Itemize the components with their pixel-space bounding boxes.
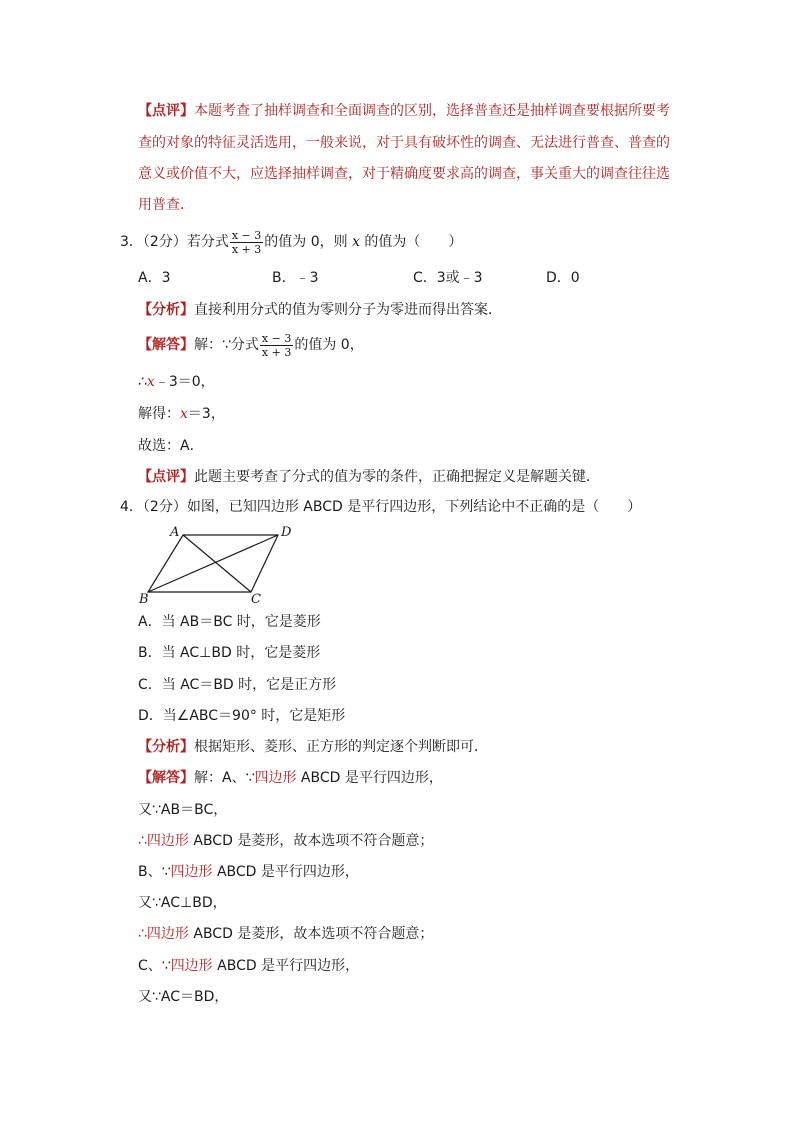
q3-review bbox=[138, 467, 600, 487]
vertex-label-a: A bbox=[170, 525, 180, 540]
q4-solution-line-3 bbox=[138, 831, 433, 851]
q3-solution-tag: 【解答】 bbox=[138, 337, 194, 353]
q3-option-d: D．0 bbox=[546, 270, 580, 286]
parallelogram-diagram bbox=[138, 525, 298, 607]
q3-option-b: B．﹣3 bbox=[272, 270, 319, 286]
review-line-3: 意义或价值不大，应选择抽样调查，对于精确度要求高的调查，事关重大的调查往往选 bbox=[138, 166, 670, 182]
q3-analysis bbox=[138, 300, 502, 320]
q3-solution-line-1 bbox=[138, 331, 364, 359]
q4-option-d: D．当∠ABC＝90° 时，它是矩形 bbox=[138, 708, 346, 724]
q3-solution-fraction-denominator: x + 3 bbox=[261, 345, 292, 359]
q3-solution-fraction-numerator: x − 3 bbox=[261, 331, 292, 345]
q3-solution-step-3: 故选：A． bbox=[138, 438, 204, 454]
q3-option-c: C．3或﹣3 bbox=[413, 270, 483, 286]
q4-solution-line-4 bbox=[138, 862, 359, 882]
q4-analysis-text: 根据矩形、菱形、正方形的判定逐个判断即可． bbox=[194, 739, 488, 755]
q3-stem-mid: 的值为 0，则 bbox=[264, 234, 353, 250]
q4-solution-line-5: 又∵AC⊥BD， bbox=[138, 895, 227, 911]
q3-step2-rest: ＝3， bbox=[187, 406, 225, 422]
q3-option-a: A．3 bbox=[138, 270, 171, 286]
q4-sol-l3-post: ABCD 是菱形，故本选项不符合题意； bbox=[188, 833, 434, 849]
q4-solution-line-6 bbox=[138, 924, 433, 944]
vertex-label-d: D bbox=[281, 525, 292, 540]
q4-sol-l7-post: ABCD 是平行四边形， bbox=[212, 958, 360, 974]
q3-variable: x bbox=[352, 234, 360, 250]
review-line-1 bbox=[138, 101, 670, 121]
q4-sol-l1-red: 四边形 bbox=[254, 770, 297, 786]
therefore-symbol: ∴ bbox=[138, 374, 147, 390]
review-tag: 【点评】 bbox=[138, 103, 194, 119]
q3-stem-prefix: 3．（2分）若分式 bbox=[120, 234, 229, 250]
q4-sol-l6-post: ABCD 是菱形，故本选项不符合题意； bbox=[188, 926, 434, 942]
q4-sol-l4-pre: B、∵ bbox=[138, 864, 171, 880]
q4-solution-line-7 bbox=[138, 956, 359, 976]
q4-option-a: A．当 AB＝BC 时，它是菱形 bbox=[138, 614, 321, 630]
parallelogram-figure bbox=[138, 525, 298, 607]
q4-stem: 4．（2分）如图，已知四边形 ABCD 是平行四边形，下列结论中不正确的是（ ） bbox=[120, 499, 642, 515]
diagonal-bd bbox=[148, 535, 278, 592]
diagonal-ac bbox=[183, 535, 251, 592]
q4-option-c: C．当 AC＝BD 时，它是正方形 bbox=[138, 677, 337, 693]
q3-solution-fraction bbox=[260, 332, 293, 359]
q4-analysis bbox=[138, 737, 488, 757]
q3-review-tag: 【点评】 bbox=[138, 469, 194, 485]
q3-solution-prefix: 解：∵分式 bbox=[194, 337, 259, 353]
q4-sol-l4-red: 四边形 bbox=[170, 864, 213, 880]
q4-solution-line-1 bbox=[138, 768, 443, 788]
q3-stem-suffix: 的值为（ ） bbox=[359, 234, 463, 250]
q4-sol-l6-red: ∴四边形 bbox=[138, 926, 189, 942]
q3-review-text: 此题主要考查了分式的值为零的条件，正确把握定义是解题关键． bbox=[194, 469, 600, 485]
q4-sol-l7-red: 四边形 bbox=[170, 958, 213, 974]
q4-sol-l1-pre: 解：A、∵ bbox=[194, 770, 255, 786]
q4-sol-l3-red: ∴四边形 bbox=[138, 833, 189, 849]
q3-fraction-denominator: x + 3 bbox=[231, 242, 262, 256]
vertex-label-b: B bbox=[139, 592, 149, 607]
q4-solution-line-2: 又∵AB＝BC， bbox=[138, 802, 228, 818]
review-line-2: 查的对象的特征灵活选用，一般来说，对于具有破坏性的调查、无法进行普查、普查的 bbox=[138, 135, 670, 151]
q3-fraction-numerator: x − 3 bbox=[231, 228, 262, 242]
q3-step2-variable: x bbox=[180, 406, 188, 422]
review-line-4: 用普查． bbox=[138, 197, 194, 213]
q3-solution-step-2 bbox=[138, 404, 225, 424]
q3-analysis-text: 直接利用分式的值为零则分子为零进而得出答案． bbox=[194, 302, 502, 318]
q3-solution-step-1 bbox=[138, 372, 215, 392]
q3-step1-variable: x bbox=[146, 374, 155, 390]
q3-solution-suffix: 的值为 0， bbox=[294, 337, 364, 353]
review-text: 本题考查了抽样调查和全面调查的区别，选择普查还是抽样调查要根据所要考 bbox=[194, 103, 670, 119]
q4-sol-l4-post: ABCD 是平行四边形， bbox=[212, 864, 359, 880]
q3-step1-rest: ﹣3＝0， bbox=[154, 374, 215, 390]
q3-stem bbox=[120, 228, 462, 256]
q4-analysis-tag: 【分析】 bbox=[138, 739, 194, 755]
q4-solution-tag: 【解答】 bbox=[138, 770, 194, 786]
q4-option-b: B．当 AC⊥BD 时，它是菱形 bbox=[138, 645, 321, 661]
q4-sol-l1-post: ABCD 是平行四边形， bbox=[296, 770, 443, 786]
q3-step2-label: 解得： bbox=[138, 406, 180, 422]
q3-fraction bbox=[230, 229, 263, 256]
q4-sol-l7-pre: C、∵ bbox=[138, 958, 171, 974]
q4-solution-line-8: 又∵AC＝BD， bbox=[138, 989, 229, 1005]
vertex-label-c: C bbox=[251, 592, 261, 607]
q3-analysis-tag: 【分析】 bbox=[138, 302, 194, 318]
